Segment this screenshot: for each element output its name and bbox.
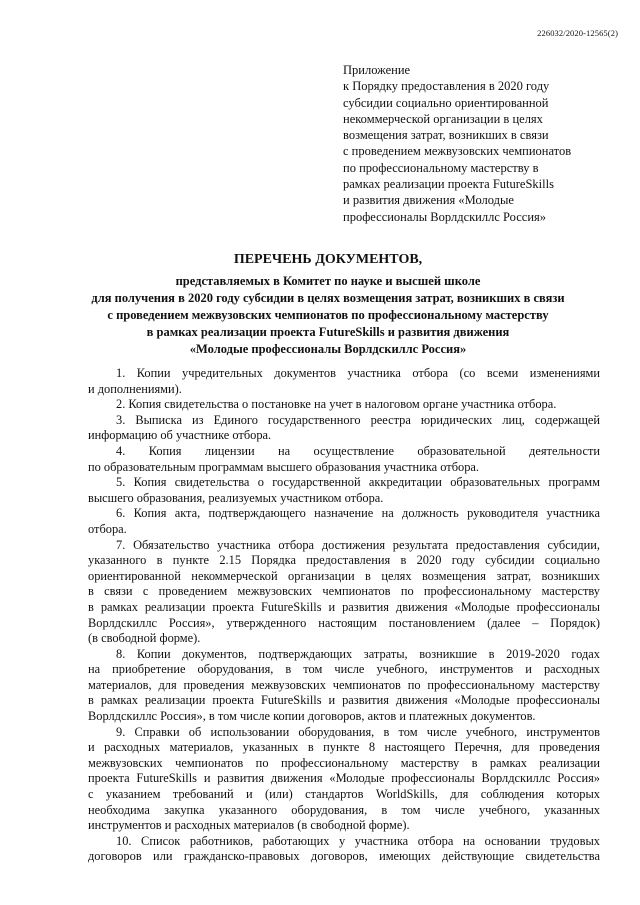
list-item-line: 3. Выписка из Единого государственного реестра юридических лиц, содержащей <box>116 412 600 427</box>
appendix-line: Приложение <box>343 63 411 77</box>
list-item-line: ориентированной некоммерческой организации в целях возмещения затрат, возникших <box>88 568 600 583</box>
list-item-line: в рамках реализации проекта FutureSkills и развития движения «Молодые профессионалы <box>88 693 600 708</box>
list-item <box>88 647 600 725</box>
title-line: для получения в 2020 году субсидии в целях возмещения затрат, возникших в связи <box>91 291 565 305</box>
list-item-line: указанного в пункте 2.15 Порядка предоставления в 2020 году субсидии социально <box>88 553 600 568</box>
list-item-line: материалов, для проведения межвузовских чемпионатов по профессиональному мастерству <box>88 677 600 692</box>
title-line: представляемых в Комитет по науке и высшей школе <box>175 274 481 288</box>
list-item-line: и дополнениями). <box>88 381 182 396</box>
list-item <box>88 444 600 475</box>
list-item-line: 2. Копия свидетельства о постановке на учет в налоговом органе участника отбора. <box>116 397 557 412</box>
list-item <box>88 834 600 865</box>
document-list <box>88 366 600 865</box>
document-title <box>40 250 616 358</box>
list-item-line: 7. Обязательство участника отбора достижения результата предоставления субсидии, <box>116 537 600 552</box>
list-item-line: отбора. <box>88 521 127 536</box>
list-item-line: по образовательным программам высшего образования участника отбора. <box>88 459 479 474</box>
appendix-line: по профессиональному мастерству в <box>343 160 539 175</box>
appendix-line: профессионалы Ворлдскиллс Россия» <box>343 209 547 224</box>
appendix-line: некоммерческой организации в целях <box>343 111 543 126</box>
list-item-line: 6. Копия акта, подтверждающего назначение на должность руководителя участника <box>116 506 600 521</box>
list-item-line: (в свободной форме). <box>88 631 201 646</box>
title-main: ПЕРЕЧЕНЬ ДОКУМЕНТОВ, <box>233 252 423 267</box>
list-item-line: в рамках реализации проекта FutureSkills и развития движения «Молодые профессионалы <box>88 599 600 614</box>
appendix-line: возмещения затрат, возникших в связи <box>343 128 549 143</box>
list-item-line: с указанием требований и (или) стандартов WorldSkills, для соблюдения которых <box>88 787 600 802</box>
list-item-line: Ворлдскиллс Россия», в том числе копии договоров, актов и платежных документов. <box>88 709 536 724</box>
list-item-line: 4. Копия лицензии на осуществление образовательной деятельности <box>116 443 600 458</box>
appendix-note <box>343 62 623 225</box>
title-line: «Молодые профессионалы Ворлдскиллс Россия» <box>189 342 467 356</box>
list-item-line: 9. Справки об использовании оборудования, в том числе учебного, инструментов <box>116 724 600 739</box>
appendix-line: рамках реализации проекта FutureSkills <box>343 177 554 192</box>
appendix-line: субсидии социально ориентированной <box>343 95 549 110</box>
list-item <box>88 397 600 413</box>
list-item-line: Ворлдскиллс Россия», утвержденного настоящим постановлением (далее – Порядок) <box>88 615 600 630</box>
title-line: в рамках реализации проекта FutureSkills и развития движения <box>146 325 510 339</box>
list-item-line: в связи с проведением межвузовских чемпионатов по профессиональному мастерству <box>88 584 600 599</box>
appendix-line: с проведением межвузовских чемпионатов <box>343 144 572 159</box>
appendix-line: к Порядку предоставления в 2020 году <box>343 79 550 94</box>
list-item-line: необходима закупка указанного оборудования, в том числе учебного, указанных <box>88 802 600 817</box>
list-item-line: 1. Копии учредительных документов участника отбора (со всеми изменениями <box>116 366 600 380</box>
appendix-line: и развития движения «Молодые <box>343 193 514 208</box>
list-item <box>88 475 600 506</box>
list-item-line: инструментов и расходных материалов (в свободной форме). <box>88 818 410 833</box>
list-item-line: 5. Копия свидетельства о государственной аккредитации образовательных программ <box>116 475 600 490</box>
list-item-line: высшего образования, реализуемых участником отбора. <box>88 490 384 505</box>
document-number: 226032/2020-12565(2) <box>537 28 618 38</box>
list-item-line: 8. Копии документов, подтверждающих затраты, возникшие в 2019-2020 годах <box>116 646 600 661</box>
list-item <box>88 538 600 647</box>
list-item <box>88 725 600 834</box>
list-item-line: проекта FutureSkills и развития движения «Молодые профессионалы Ворлдскиллс Россия» <box>88 771 600 786</box>
list-item-line: договоров или гражданско-правовых договоров, имеющих действующие свидетельства <box>88 849 600 864</box>
list-item-line: и расходных материалов, указанных в пункте 8 настоящего Перечня, для проведения <box>88 740 600 755</box>
list-item-line: на приобретение оборудования, в том числе учебного, инструментов и расходных <box>88 662 600 677</box>
list-item <box>88 506 600 537</box>
list-item <box>88 413 600 444</box>
title-line: с проведением межвузовских чемпионатов по профессиональному мастерству <box>107 308 549 322</box>
list-item-line: информацию об участнике отбора. <box>88 428 272 443</box>
list-item-line: 10. Список работников, работающих у участника отбора на основании трудовых <box>116 833 600 848</box>
list-item <box>88 366 600 397</box>
list-item-line: межвузовских чемпионатов по профессиональному мастерству в рамках реализации <box>88 755 600 770</box>
